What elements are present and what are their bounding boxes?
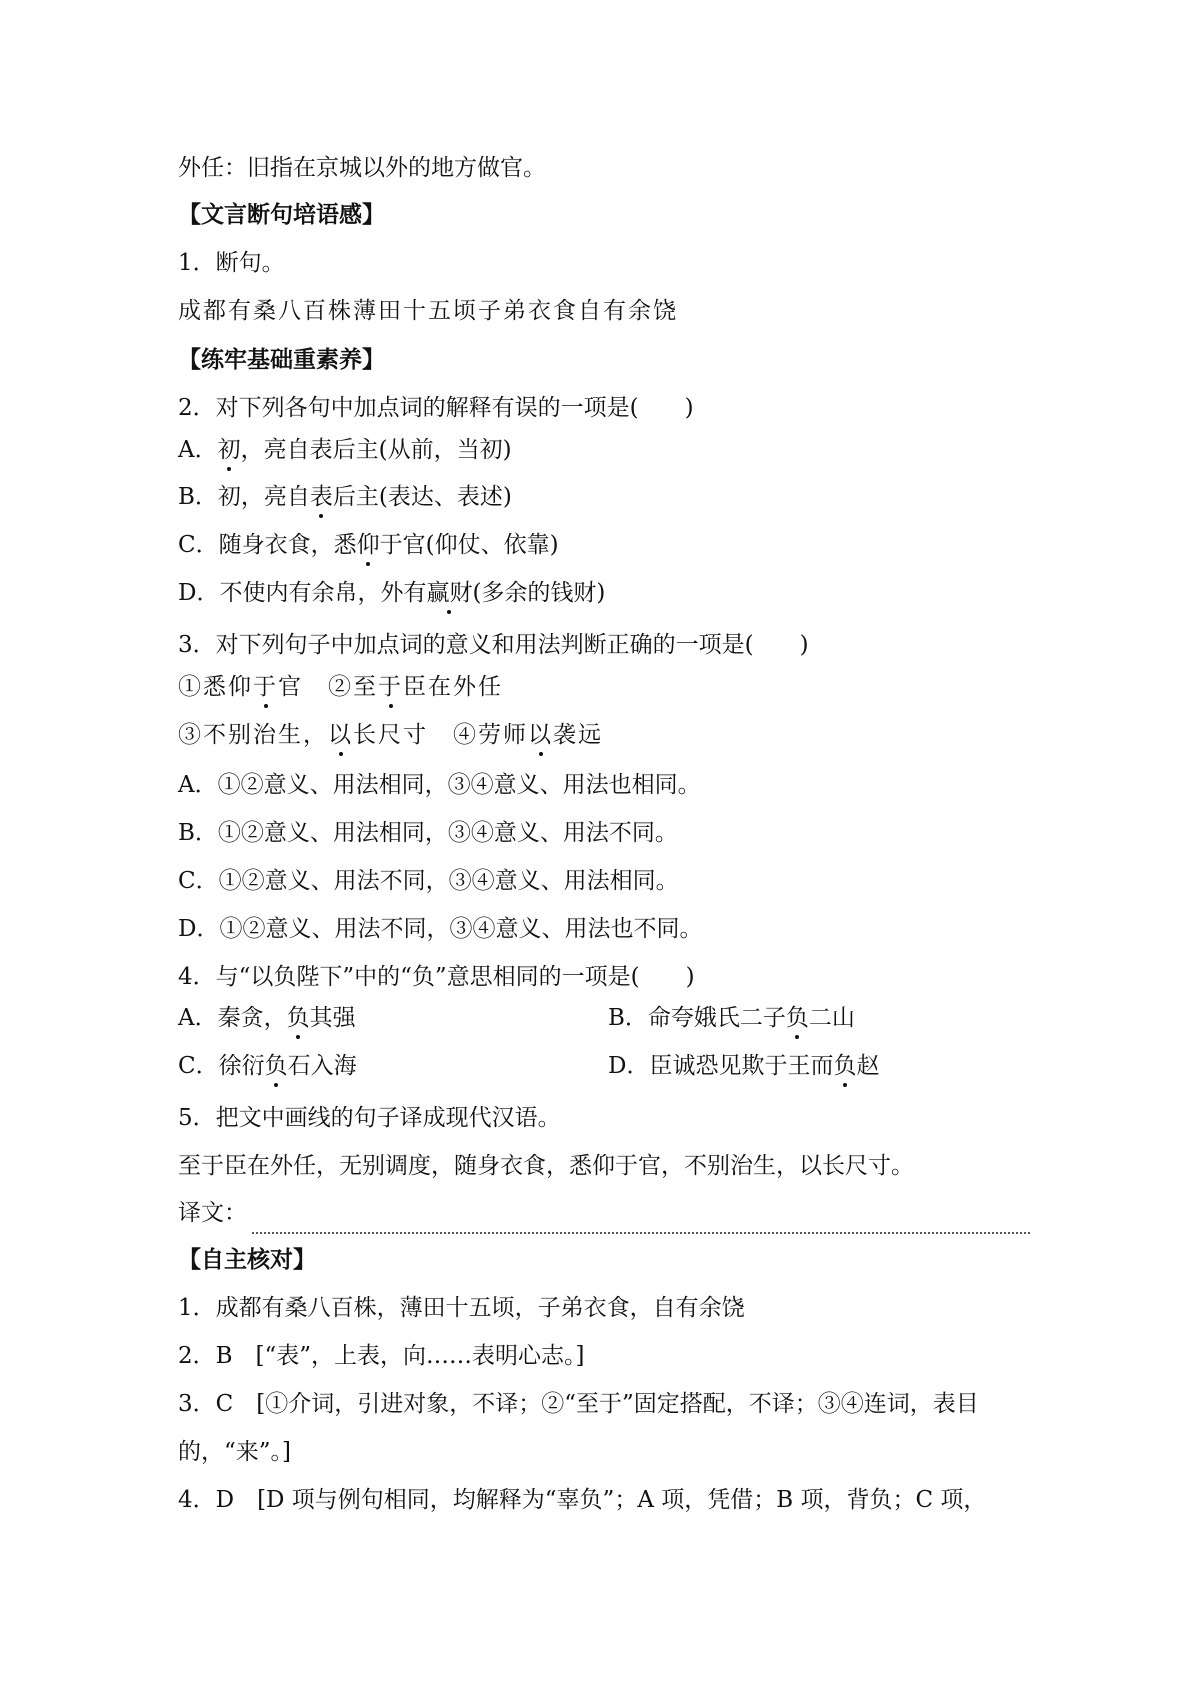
options-4ab	[178, 1003, 1078, 1033]
sentence-text: 臣在外任	[403, 674, 503, 700]
option-2a	[178, 435, 512, 465]
translation-label: 译文：	[178, 1200, 247, 1226]
option-text: 后主(表达、表述)	[332, 484, 512, 510]
option-text: A．秦贪，	[178, 1005, 287, 1031]
option-2d	[178, 578, 605, 608]
answer-1: 1．成都有桑八百株，薄田十五顷，子弟衣食，自有余饶	[178, 1295, 745, 1321]
question-3: 3．对下列句子中加点词的意义和用法判断正确的一项是( )	[178, 632, 809, 658]
option-3b: B．①②意义、用法相同，③④意义、用法不同。	[178, 820, 678, 846]
question-5: 5．把文中画线的句子译成现代汉语。	[178, 1105, 561, 1131]
option-text: ，亮自表后主(从前，当初)	[240, 437, 512, 463]
option-3d: D．①②意义、用法不同，③④意义、用法也不同。	[178, 916, 703, 942]
text-line: 外任：旧指在京城以外的地方做官。	[178, 155, 546, 181]
question-2: 2．对下列各句中加点词的解释有误的一项是( )	[178, 395, 694, 421]
dotted-word: 于	[378, 674, 403, 700]
option-text: C．随身衣食，悉	[178, 532, 357, 558]
dotted-word: 负	[264, 1053, 288, 1079]
option-text: 赵	[856, 1053, 880, 1079]
sentence-text: 官 ②至	[278, 674, 378, 700]
option-text: 石入海	[287, 1053, 357, 1079]
sentence-text: 袭远	[553, 722, 603, 748]
option-text: 其强	[309, 1005, 356, 1031]
dotted-word: 负	[785, 1005, 809, 1031]
dotted-word: 负	[833, 1053, 857, 1079]
option-2c	[178, 530, 559, 560]
option-3c: C．①②意义、用法不同，③④意义、用法相同。	[178, 868, 679, 894]
question-4: 4．与“以负陛下”中的“负”意思相同的一项是( )	[178, 964, 695, 990]
dotted-word: 初	[217, 437, 241, 463]
sentence-to-translate: 至于臣在外任，无别调度，随身衣食，悉仰于官，不别治生，以长尺寸。	[178, 1153, 914, 1179]
option-text: C．徐衍	[178, 1053, 265, 1079]
sentence-pair-1	[178, 672, 503, 702]
option-4d	[608, 1051, 879, 1081]
option-text: 于官(仰仗、依靠)	[379, 532, 559, 558]
dotted-word: 表	[309, 484, 333, 510]
option-2b	[178, 482, 512, 512]
dotted-word: 负	[286, 1005, 310, 1031]
option-4c	[178, 1053, 357, 1079]
option-text: 二山	[808, 1005, 855, 1031]
options-4cd	[178, 1051, 1078, 1081]
dotted-word: 赢财	[426, 580, 473, 606]
option-text: (多余的钱财)	[472, 580, 606, 606]
dotted-word: 仰	[356, 532, 380, 558]
dotted-word: 于	[253, 674, 278, 700]
answer-3: 3．C [①介词，引进对象，不译；②“至于”固定搭配，不译；③④连词，表目	[178, 1391, 979, 1417]
dotted-word: 以	[528, 722, 553, 748]
option-4b	[608, 1003, 855, 1033]
option-text: D．臣诚恐见欺于王而	[608, 1053, 834, 1079]
dotted-word: 以	[328, 722, 353, 748]
option-text: D．不使内有余帛，外有	[178, 580, 427, 606]
option-3a: A．①②意义、用法相同，③④意义、用法也相同。	[178, 772, 701, 798]
sentence-text: ①悉仰	[178, 674, 253, 700]
section-heading: 【练牢基础重素养】	[178, 346, 385, 373]
question-1: 1．断句。	[178, 250, 285, 276]
answer-4: 4．D [D 项与例句相同，均解释为“辜负”；A 项，凭借；B 项，背负；C 项，	[178, 1487, 987, 1513]
sentence-pair-2	[178, 720, 603, 750]
section-heading: 【文言断句培语感】	[178, 201, 385, 228]
answer-2: 2．B [“表”，上表，向……表明心志。]	[178, 1343, 585, 1369]
sentence-to-punctuate: 成都有桑八百株薄田十五顷子弟衣食自有余饶	[178, 298, 678, 324]
answer-3-continued: 的，“来”。]	[178, 1439, 291, 1465]
answer-line	[252, 1232, 1030, 1234]
option-text: B．命夸娥氏二子	[608, 1005, 786, 1031]
sentence-text: 长尺寸 ④劳师	[353, 722, 528, 748]
option-text: A．	[178, 437, 218, 463]
option-text: B．初，亮自	[178, 484, 310, 510]
section-heading: 【自主核对】	[178, 1246, 316, 1273]
sentence-text: ③不别治生，	[178, 722, 328, 748]
option-4a	[178, 1005, 356, 1031]
